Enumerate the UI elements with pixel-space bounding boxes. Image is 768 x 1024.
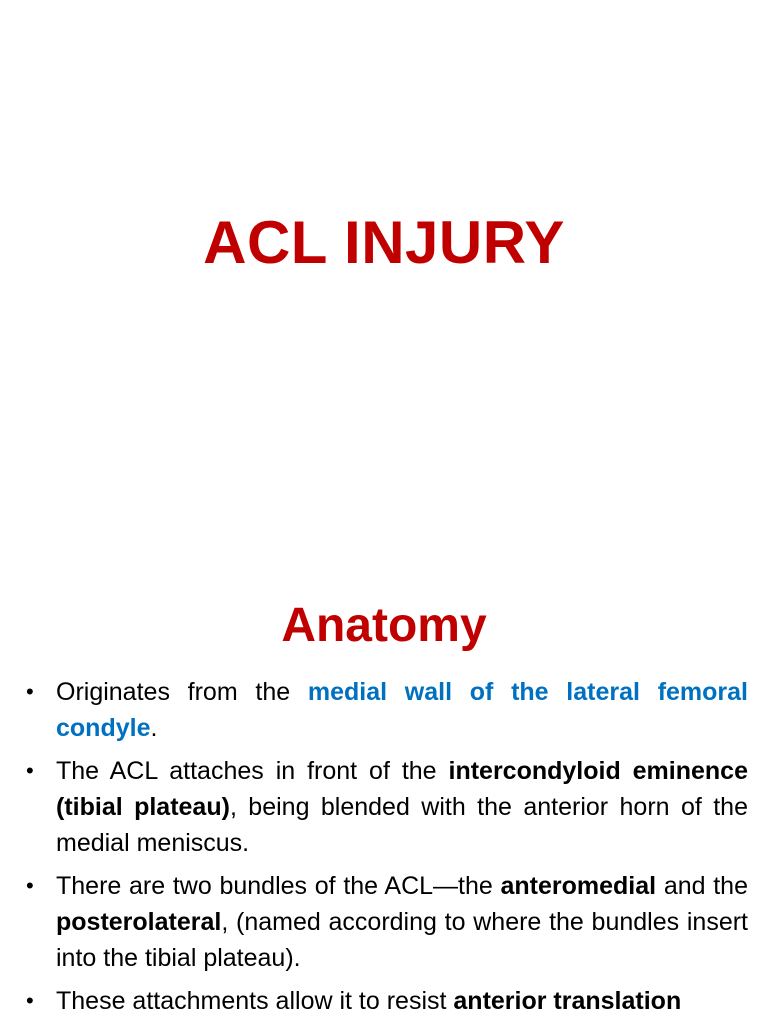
bullet-text-bold: anterior translation: [453, 987, 682, 1015]
anatomy-bullet-list: [0, 674, 768, 1024]
bullet-text-normal: Originates from the: [56, 678, 308, 706]
anatomy-heading: Anatomy: [281, 599, 487, 652]
bullet-item: [0, 868, 768, 976]
bullet-dot-icon: •: [26, 758, 34, 783]
bullet-text-normal: , (named according to where the bundles insert into the tibial plateau).: [56, 908, 748, 972]
bullet-text-normal: There are two bundles of the ACL—the: [56, 872, 501, 900]
bullet-text-normal: and the: [656, 872, 748, 900]
bullet-text-normal: , being blended with the anterior horn of the medial meniscus.: [56, 793, 748, 857]
bullet-text-highlight: medial wall of the lateral femoral condyle: [56, 678, 749, 742]
bullet-text-normal: The ACL attaches in front of the: [56, 757, 449, 785]
bullet-item: [0, 753, 768, 861]
bullet-text-normal: These attachments allow it to resist: [56, 987, 454, 1015]
slide-anatomy: [0, 576, 768, 1024]
bullet-item: [0, 983, 768, 1019]
bullet-text-bold: posterolateral: [56, 908, 222, 936]
bullet-text-bold: anteromedial: [500, 872, 657, 900]
bullet-text-bold: intercondyloid eminence (tibial plateau): [56, 757, 748, 821]
bullet-dot-icon: •: [26, 679, 34, 704]
bullet-text-normal: .: [150, 714, 158, 742]
slide-title-heading: ACL INJURY: [203, 209, 565, 276]
bullet-item: [0, 674, 768, 746]
bullet-dot-icon: •: [26, 988, 34, 1013]
bullet-dot-icon: •: [26, 873, 34, 898]
